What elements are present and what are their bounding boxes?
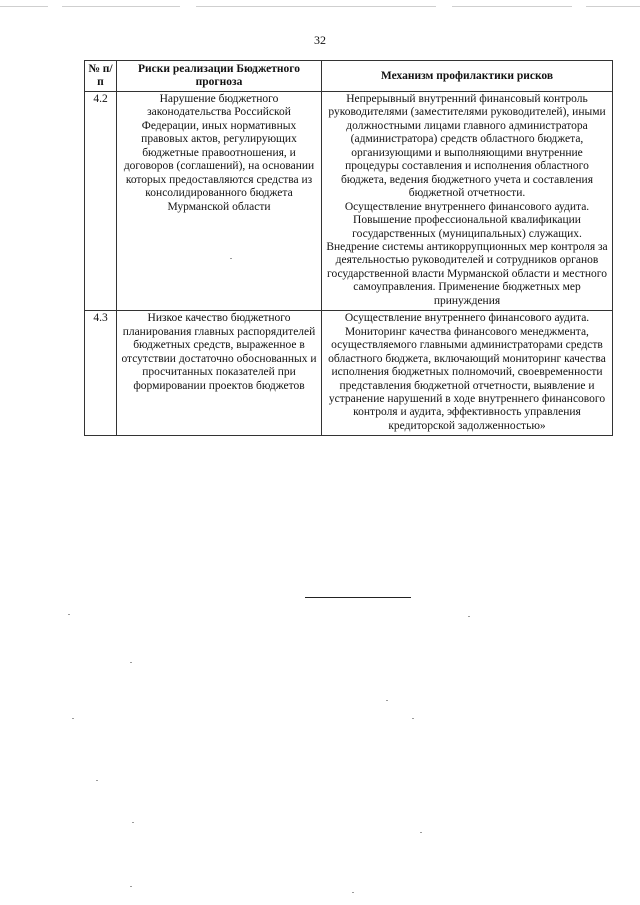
mechanism-paragraph: Непрерывный внутренний финансовый контроль руководителями (заместителями руководителей), иными должностными лицами главного администратора (администратора) средств областного бюджета, организующими и выполняющими внутренние процедуры составления и исполнения областного бюджета, ведения бюджетного учета и составления бюджетной отчетности. (328, 93, 606, 200)
risk-description: Нарушение бюджетного законодательства Российской Федерации, иных нормативных правовых актов, регулирующих бюджетные правоотношения, и договоров (соглашений), на основании которых предоставляются средства из консолидированного бюджета Мурманской области (117, 92, 322, 311)
mechanism-paragraph: Внедрение системы антикоррупционных мер контроля за деятельностью руководителей и сотрудников органов государственной власти Мурманской области и местного самоуправления. Применение бюджетных мер принуждения (326, 240, 608, 307)
scan-speck (468, 616, 470, 617)
top-edge-line (586, 6, 640, 7)
mechanism-cell (322, 92, 613, 311)
header-risks: Риски реализации Бюджетного прогноза (117, 61, 322, 92)
scan-speck (386, 700, 388, 701)
end-of-section-line (305, 597, 411, 598)
scan-speck (68, 614, 70, 615)
scan-speck (130, 662, 132, 663)
header-number: № п/п (85, 61, 117, 92)
scan-speck (132, 822, 134, 823)
mechanism-paragraph: Осуществление внутреннего финансового аудита. (344, 200, 590, 213)
table-row (85, 311, 613, 436)
header-mechanism: Механизм профилактики рисков (322, 61, 613, 92)
top-edge-line (196, 6, 436, 7)
scan-speck (230, 258, 232, 259)
top-edge-line (0, 6, 48, 7)
page-number: 32 (314, 33, 326, 47)
table-row (85, 92, 613, 311)
mechanism-cell (322, 311, 613, 436)
scan-speck (352, 892, 354, 893)
top-edge-line (62, 6, 180, 7)
scan-speck (420, 832, 422, 833)
top-edge-line (452, 6, 572, 7)
scan-speck (130, 886, 132, 887)
row-number: 4.3 (85, 311, 117, 436)
mechanism-paragraph: Мониторинг качества финансового менеджмента, осуществляемого главными администраторами средств областного бюджета, включающий мониторинг качества исполнения бюджетных полномочий, своевременности представления бюджетной отчетности, выявление и устранение нарушений в ходе внутреннего финансового контроля и аудита, эффективность управления кредиторской задолженностью» (328, 325, 606, 432)
mechanism-paragraph: Повышение профессиональной квалификации государственных (муниципальных) служащих. (352, 214, 582, 240)
scan-speck (72, 718, 74, 719)
mechanism-paragraph: Осуществление внутреннего финансового аудита. (344, 312, 590, 325)
risks-table (84, 60, 613, 436)
scan-speck (96, 780, 98, 781)
risk-description: Низкое качество бюджетного планирования главных распорядителей бюджетных средств, выраженное в отсутствии достаточно обоснованных и просчитанных показателей при формировании проектов бюджетов (117, 311, 322, 436)
table-header-row (85, 61, 613, 92)
row-number: 4.2 (85, 92, 117, 311)
scan-speck (412, 718, 414, 719)
